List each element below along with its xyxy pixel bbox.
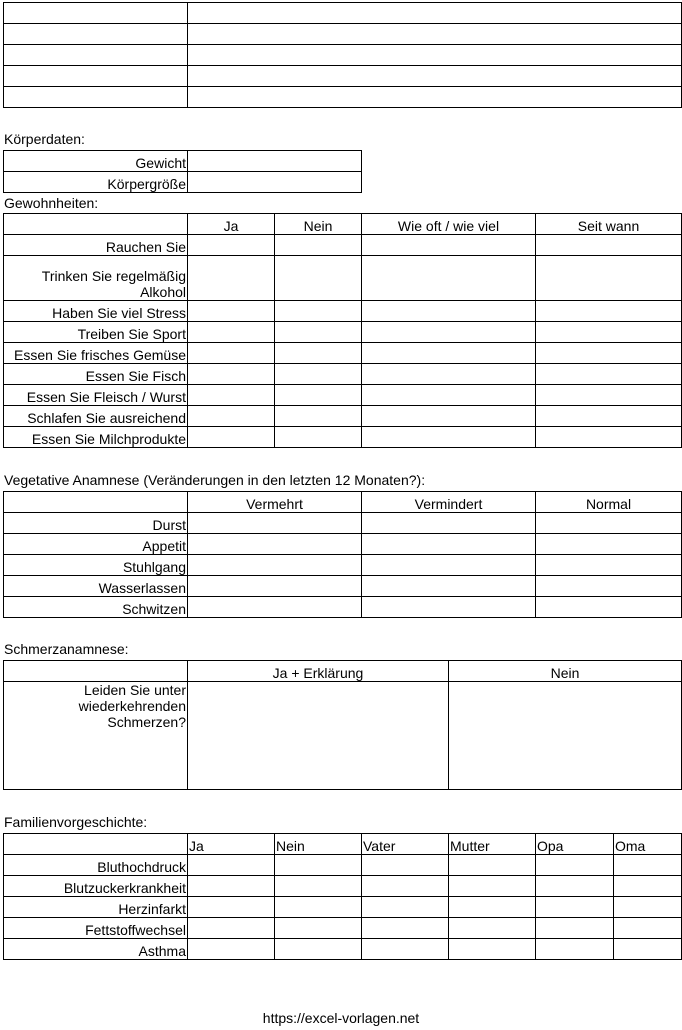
row-label-gewicht: Gewicht [4,151,188,172]
col-header-vermindert: Vermindert [362,492,536,513]
col-header-nein: Nein [449,661,682,682]
header-empty [4,661,188,682]
table-cell[interactable] [188,597,362,618]
table-cell[interactable] [362,513,536,534]
row-label: Schwitzen [4,597,188,618]
row-label: Wasserlassen [4,576,188,597]
vegetativ-table [3,491,682,618]
table-cell[interactable] [536,427,682,448]
row-label: Stuhlgang [4,555,188,576]
table-cell[interactable] [362,534,536,555]
table-cell[interactable] [362,343,536,364]
table-cell[interactable] [275,256,362,301]
row-label: Essen Sie Milchprodukte [4,427,188,448]
table-cell[interactable] [275,855,362,876]
table-cell[interactable] [188,45,682,66]
table-cell[interactable] [362,256,536,301]
table-cell[interactable] [188,682,449,790]
table-cell[interactable] [275,918,362,939]
table-cell[interactable] [188,66,682,87]
table-cell[interactable] [188,918,275,939]
table-cell[interactable] [449,682,682,790]
col-header-nein: Nein [275,214,362,235]
table-cell[interactable] [536,256,682,301]
table-cell[interactable] [188,876,275,897]
schmerz-table [3,660,682,790]
footer-url: https://excel-vorlagen.net [262,1010,420,1026]
top-blank-table [3,2,682,108]
table-cell[interactable] [4,45,188,66]
table-cell[interactable] [614,855,682,876]
row-label: Essen Sie frisches Gemüse [4,343,188,364]
table-cell[interactable] [362,385,536,406]
table-cell[interactable] [188,172,362,193]
table-cell[interactable] [4,66,188,87]
table-cell[interactable] [362,855,449,876]
col-header-ja: Ja [188,214,275,235]
table-cell[interactable] [4,87,188,108]
table-cell[interactable] [536,301,682,322]
row-label: Rauchen Sie [4,235,188,256]
table-cell[interactable] [362,876,449,897]
table-cell[interactable] [536,364,682,385]
table-cell[interactable] [362,427,536,448]
table-cell[interactable] [536,897,614,918]
table-cell[interactable] [449,855,536,876]
table-cell[interactable] [275,939,362,960]
table-cell[interactable] [188,256,275,301]
table-cell[interactable] [188,855,275,876]
row-label: Herzinfarkt [4,897,188,918]
table-cell[interactable] [536,576,682,597]
table-cell[interactable] [536,385,682,406]
col-header-nein: Nein [275,834,362,855]
table-cell[interactable] [275,301,362,322]
table-cell[interactable] [275,322,362,343]
table-cell[interactable] [536,555,682,576]
table-cell[interactable] [536,513,682,534]
table-cell[interactable] [4,24,188,45]
table-cell[interactable] [536,322,682,343]
table-cell[interactable] [536,235,682,256]
table-cell[interactable] [275,235,362,256]
table-cell[interactable] [188,343,275,364]
table-cell[interactable] [536,597,682,618]
row-label: Appetit [4,534,188,555]
table-cell[interactable] [536,343,682,364]
table-cell[interactable] [275,385,362,406]
table-cell[interactable] [275,343,362,364]
table-cell[interactable] [362,301,536,322]
table-cell[interactable] [536,876,614,897]
table-cell[interactable] [188,322,275,343]
familie-table [3,833,682,960]
table-cell[interactable] [362,897,449,918]
table-cell[interactable] [275,876,362,897]
section-title-gewohnheiten: Gewohnheiten: [4,195,99,211]
table-cell[interactable] [536,406,682,427]
table-cell[interactable] [275,427,362,448]
header-empty [4,214,188,235]
gewohnheiten-table [3,213,682,448]
table-cell[interactable] [188,534,362,555]
table-cell[interactable] [536,855,614,876]
header-empty [4,492,188,513]
col-header-ja-erklaerung: Ja + Erklärung [188,661,449,682]
table-cell[interactable] [188,576,362,597]
table-cell[interactable] [362,364,536,385]
table-cell[interactable] [536,534,682,555]
table-cell[interactable] [449,876,536,897]
table-cell[interactable] [188,897,275,918]
table-cell[interactable] [614,918,682,939]
row-label: Trinken Sie regelmäßig Alkohol [4,256,188,301]
header-empty [4,834,188,855]
row-label: Haben Sie viel Stress [4,301,188,322]
table-cell[interactable] [188,151,362,172]
table-cell[interactable] [188,364,275,385]
table-cell[interactable] [362,918,449,939]
table-cell[interactable] [188,406,275,427]
table-cell[interactable] [362,406,536,427]
table-cell[interactable] [188,427,275,448]
row-label: Blutzuckerkrankheit [4,876,188,897]
col-header-seit-wann: Seit wann [536,214,682,235]
col-header-mutter: Mutter [449,834,536,855]
table-cell[interactable] [188,939,275,960]
table-cell[interactable] [449,939,536,960]
table-cell[interactable] [362,939,449,960]
table-cell[interactable] [188,301,275,322]
row-label: Essen Sie Fleisch / Wurst [4,385,188,406]
row-label: Asthma [4,939,188,960]
table-cell[interactable] [449,918,536,939]
row-label-koerpergroesse: Körpergröße [4,172,188,193]
koerperdaten-table [3,150,362,193]
col-header-wie-oft: Wie oft / wie viel [362,214,536,235]
table-cell[interactable] [449,897,536,918]
table-cell[interactable] [4,3,188,24]
table-cell[interactable] [188,24,682,45]
col-header-vater: Vater [362,834,449,855]
row-label: Essen Sie Fisch [4,364,188,385]
row-label: Schlafen Sie ausreichend [4,406,188,427]
table-cell[interactable] [188,235,275,256]
section-title-familie: Familienvorgeschichte: [4,814,148,830]
table-cell[interactable] [188,3,682,24]
table-cell[interactable] [188,555,362,576]
table-cell[interactable] [614,876,682,897]
table-cell[interactable] [188,87,682,108]
table-cell[interactable] [362,322,536,343]
section-title-koerperdaten: Körperdaten: [4,131,85,147]
table-cell[interactable] [614,897,682,918]
table-cell[interactable] [536,918,614,939]
table-cell[interactable] [362,235,536,256]
table-cell[interactable] [536,939,614,960]
section-title-vegetativ: Vegetative Anamnese (Veränderungen in den letzten 12 Monaten?): [4,472,426,488]
table-cell[interactable] [362,576,536,597]
table-cell[interactable] [362,555,536,576]
section-title-schmerz: Schmerzanamnese: [4,641,129,657]
row-label: Fettstoffwechsel [4,918,188,939]
table-cell[interactable] [362,597,536,618]
question-label: Leiden Sie unter wiederkehrenden Schmerzen? [4,682,188,790]
row-label: Bluthochdruck [4,855,188,876]
col-header-oma: Oma [614,834,682,855]
row-label: Treiben Sie Sport [4,322,188,343]
table-cell[interactable] [275,897,362,918]
row-label: Durst [4,513,188,534]
col-header-ja: Ja [188,834,275,855]
col-header-vermehrt: Vermehrt [188,492,362,513]
table-cell[interactable] [614,939,682,960]
table-cell[interactable] [275,364,362,385]
table-cell[interactable] [188,385,275,406]
col-header-normal: Normal [536,492,682,513]
table-cell[interactable] [188,513,362,534]
table-cell[interactable] [275,406,362,427]
col-header-opa: Opa [536,834,614,855]
